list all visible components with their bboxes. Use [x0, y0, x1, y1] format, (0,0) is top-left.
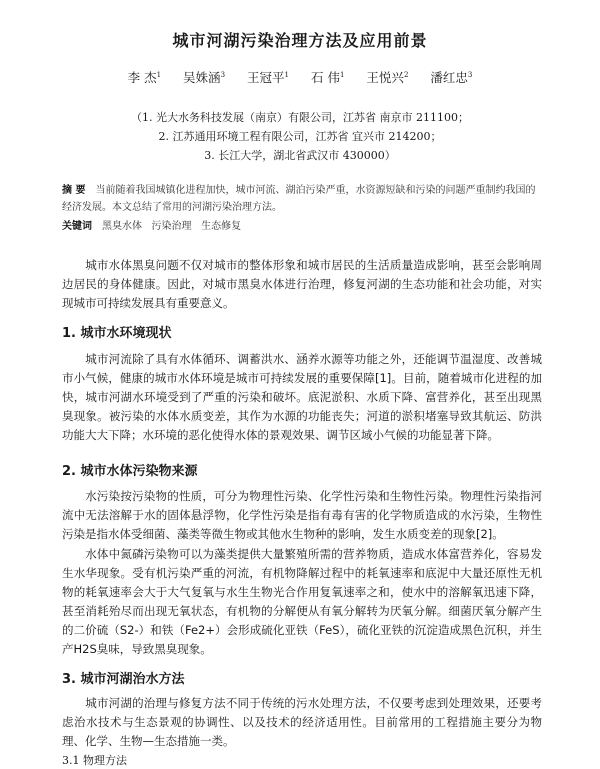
section-paragraph: 城市河湖的治理与修复方法不同于传统的污水处理方法，不仅要考虑到处理效果，还要考虑治水技术与生态景观的协调性、以及技术的经济适用性。目前常用的工程措施主要分为物理、化学、生物—生态措施一类。 [62, 696, 542, 748]
author-list [0, 68, 600, 86]
section-paragraph: 城市河流除了具有水体循环、调蓄洪水、涵养水源等功能之外，还能调节温湿度、改善城市小气候，健康的城市水体环境是城市可持续发展的重要保障[1]。目前，随着城市化进程的加快，城市河湖水环境受到了严重的污染和破坏。底泥淤积、水质下降、富营养化，甚至出现黑臭现象。被污染的水体水质变差，其作为水源的功能丧失；河道的淤积堵塞导致其航运、防洪功能大大下降；水环境的恶化使得水体的景观效果、调节区域小气候的功能显著下降。 [62, 352, 542, 442]
paper-title: 城市河湖污染治理方法及应用前景 [172, 31, 428, 50]
subsection-heading: 3.1 物理方法 [62, 754, 127, 767]
abstract [62, 182, 540, 216]
abstract-text: 当前随着我国城镇化进程加快，城市河流、湖泊污染严重，水资源短缺和污染的问题严重制约我国的经济发展。本文总结了常用的河湖污染治理方法。 [62, 185, 536, 213]
section-paragraph: 水污染按污染物的性质，可分为物理性污染、化学性污染和生物性污染。物理性污染指河流中无法溶解于水的固体悬浮物，化学性污染是指有毒有害的化学物质造成的水污染，生物性污染是指水体受细菌、藻类等微生物或其他水生物种的影响，发生水质变差的现象[2]。 [62, 489, 542, 541]
section-paragraph: 水体中氮磷污染物可以为藻类提供大量繁殖所需的营养物质，造成水体富营养化，容易发生水华现象。受有机污染严重的河流，有机物降解过程中的耗氧速率和底泥中大量还原性无机物的耗氧速率会大于大气复氧与水生生物光合作用复氧速率之和，使水中的溶解氧迅速下降，甚至消耗殆尽而出现无氧状态，有机物的分解便从有氧分解转为厌氧分解。细菌厌氧分解产生的二价硫（S2-）和铁（Fe2+）会形成硫化亚铁（FeS），硫化亚铁的沉淀造成黑色沉积，并生产H2S臭味，导致黑臭现象。 [62, 547, 542, 656]
affiliation-line: 2. 江苏通用环境工程有限公司，江苏省 宜兴市 214200； [158, 130, 442, 143]
keywords-label: 关键词 [62, 221, 92, 232]
author: 石 伟$^1$ [310, 70, 345, 85]
section-heading: 3. 城市河湖治水方法 [62, 672, 185, 687]
keywords [62, 218, 540, 235]
author: 王悦兴$^2$ [366, 70, 409, 85]
intro-paragraph: 城市水体黑臭问题不仅对城市的整体形象和城市居民的生活质量造成影响，甚至会影响周边居民的身体健康。因此，对城市黑臭水体进行治理，修复河湖的生态功能和社会功能，对实现城市可持续发展具有重要意义。 [62, 258, 542, 310]
author: 潘红忠$^3$ [430, 70, 473, 85]
affiliation-line: 3. 长江大学，湖北省武汉市 430000） [204, 149, 396, 162]
section-heading: 2. 城市水体污染物来源 [62, 464, 198, 479]
author: 李 杰$^1$ [127, 70, 162, 85]
affiliation-line: （1. 光大水务科技发展（南京）有限公司，江苏省 南京市 211100； [131, 111, 469, 124]
author: 王冠平$^1$ [247, 70, 289, 85]
abstract-label: 摘 要 [62, 185, 86, 196]
author: 吴姝涵$^3$ [183, 70, 226, 85]
section-heading: 1. 城市水环境现状 [62, 326, 172, 341]
keywords-text: 黑臭水体 污染治理 生态修复 [102, 221, 242, 232]
